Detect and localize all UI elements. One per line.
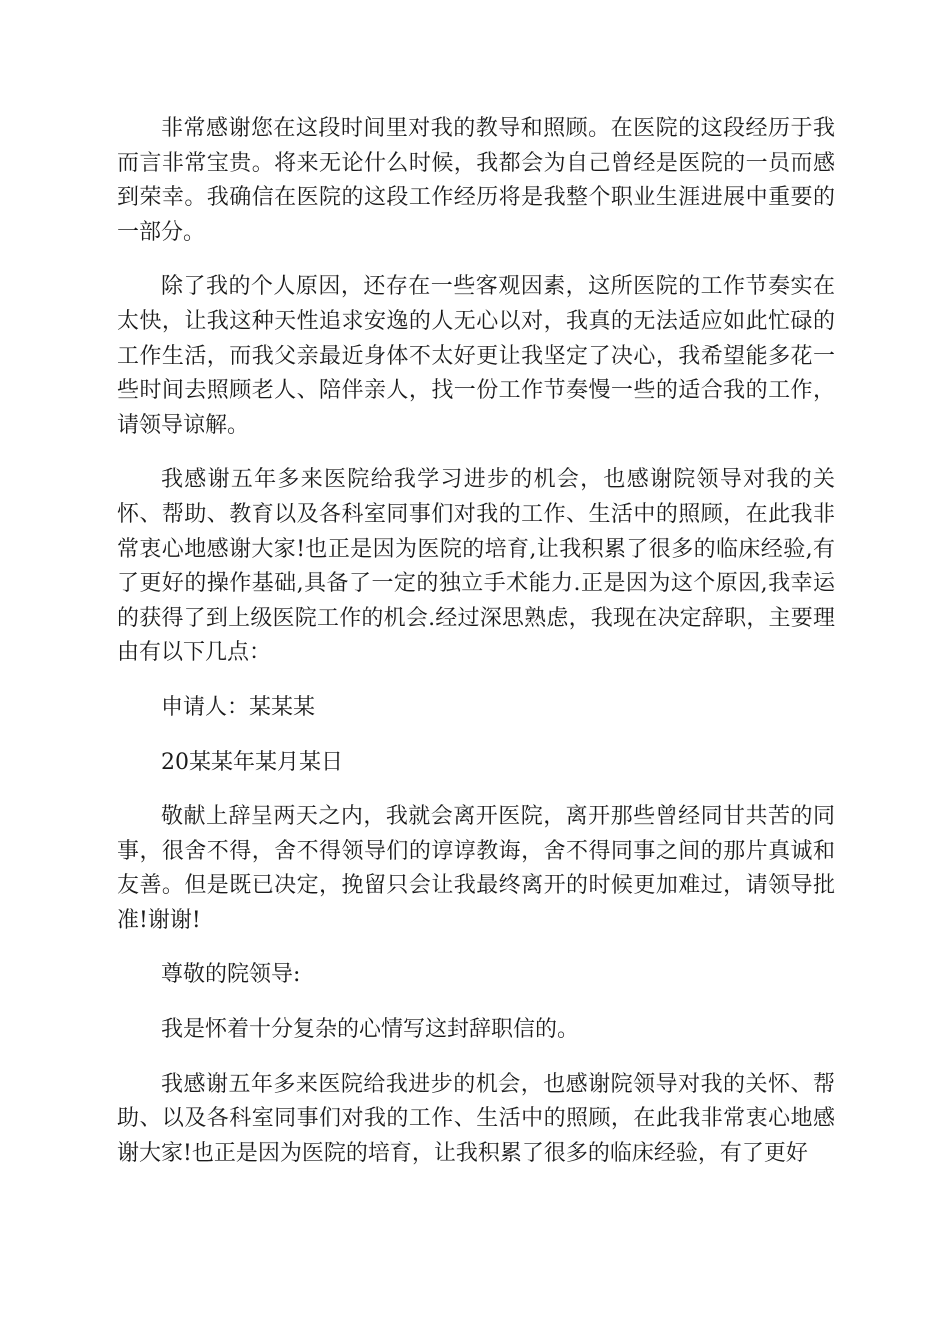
paragraph-reasons: 除了我的个人原因，还存在一些客观因素，这所医院的工作节奏实在太快，让我这种天性追求安逸的人无心以对，我真的无法适应如此忙碌的工作生活，而我父亲最近身体不太好更让我坚定了决心，我希望能多花一些时间去照顾老人、陪伴亲人，找一份工作节奏慢一些的适合我的工作，请领导谅解。 [117,274,835,438]
paragraph-thanks: 我感谢五年多来医院给我进步的机会，也感谢院领导对我的关怀、帮助、以及各科室同事们对我的工作、生活中的照顾，在此我非常衷心地感谢大家!也正是因为医院的培育，让我积累了很多的临床经验，有了更好 [117,1071,835,1166]
paragraph-appreciation: 我感谢五年多来医院给我学习进步的机会，也感谢院领导对我的关怀、帮助、教育以及各科室同事们对我的工作、生活中的照顾，在此我非常衷心地感谢大家!也正是因为医院的培育,让我积累了很多的临床经验,有了更好的操作基础,具备了一定的独立手术能力.正是因为这个原因,我幸运的获得了到上级医院工作的机会.经过深思熟虑，我现在决定辞职，主要理由有以下几点： [117,467,835,666]
date-line: 20某某年某月某日 [161,749,343,775]
applicant-line: 申请人：某某某 [161,694,316,720]
paragraph-farewell: 敬献上辞呈两天之内，我就会离开医院，离开那些曾经同甘共苦的同事，很舍不得，舍不得领导们的谆谆教诲，舍不得同事之间的那片真诚和友善。但是既已决定，挽留只会让我最终离开的时候更加难过，请领导批准!谢谢! [117,804,835,933]
salutation: 尊敬的院领导: [161,962,301,988]
document-body [117,112,835,1191]
paragraph-gratitude: 非常感谢您在这段时间里对我的教导和照顾。在医院的这段经历于我而言非常宝贵。将来无论什么时候，我都会为自己曾经是医院的一员而感到荣幸。我确信在医院的这段工作经历将是我整个职业生涯进展中重要的一部分。 [117,116,835,245]
paragraph-opening: 我是怀着十分复杂的心情写这封辞职信的。 [161,1017,580,1043]
